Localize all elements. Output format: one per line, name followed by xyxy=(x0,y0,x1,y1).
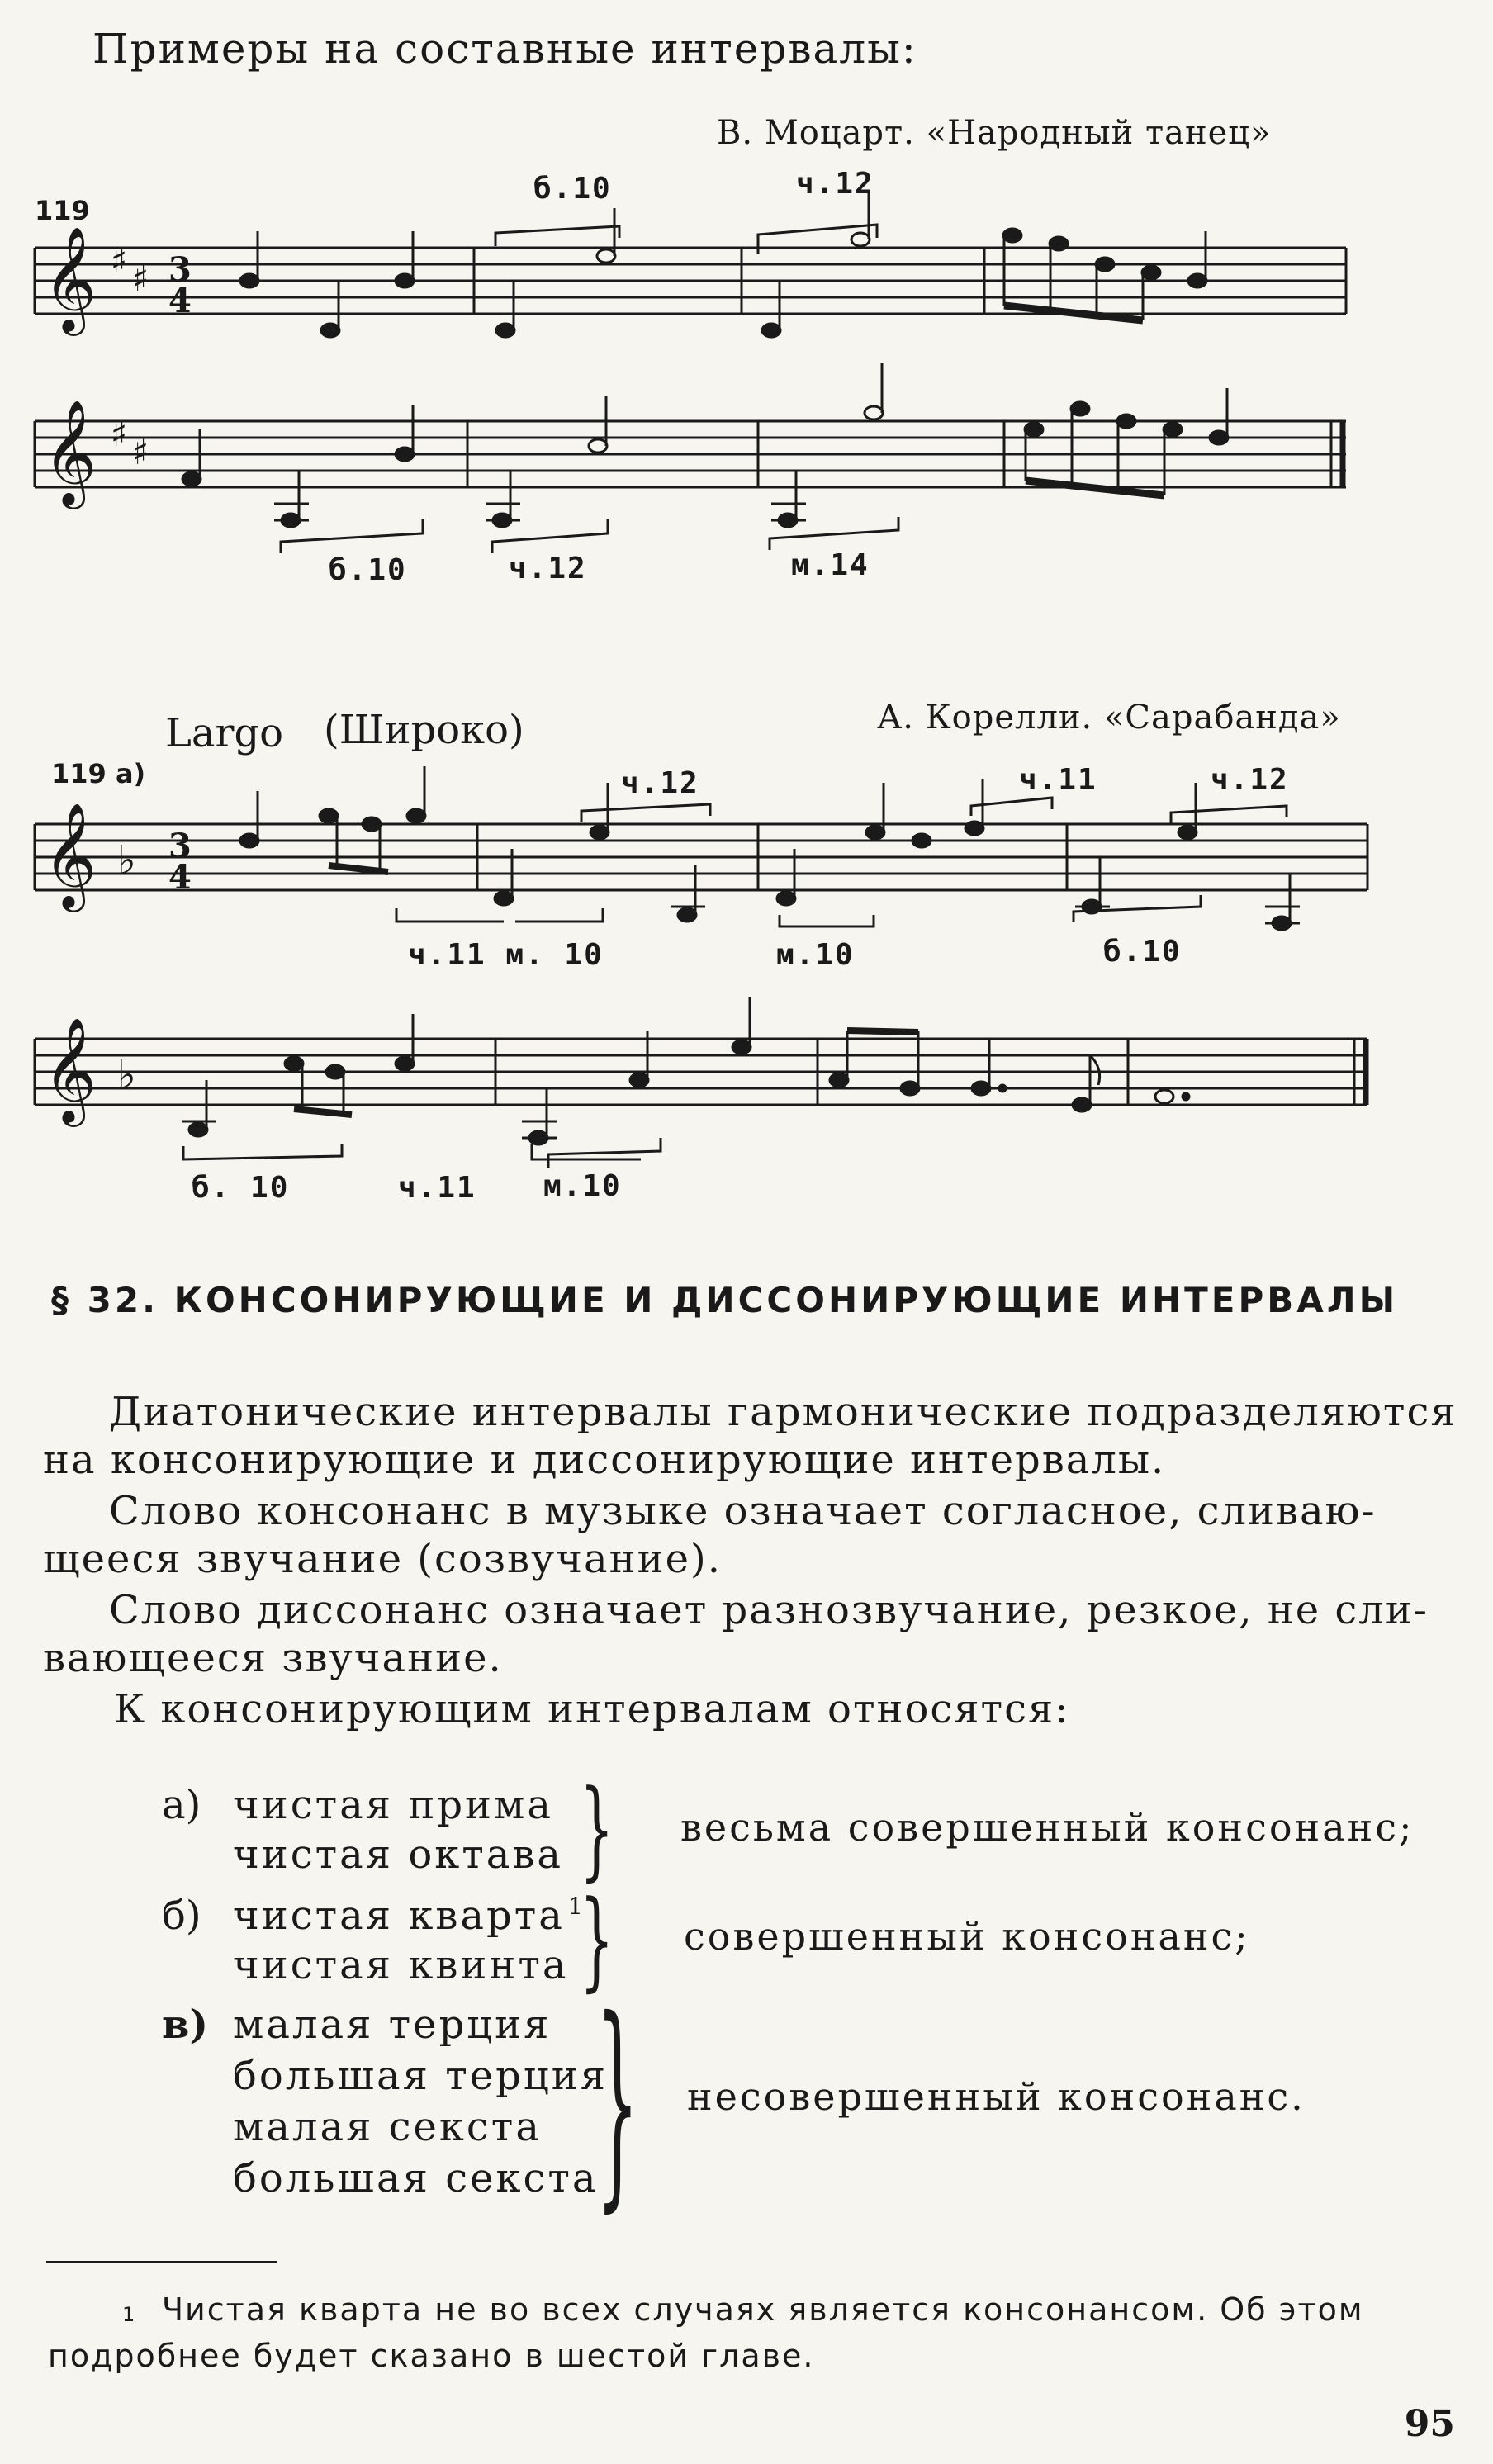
paragraph-line: щееся звучание (созвучание). xyxy=(43,1536,722,1582)
list-item: чистая кварта xyxy=(233,1893,565,1939)
brace-icon: } xyxy=(596,1971,639,2231)
group-description: несовершенный консонанс. xyxy=(687,2074,1306,2119)
paragraph-line: Диатонические интервалы гармонические подразделяются xyxy=(109,1389,1457,1435)
interval-label: ч.11 xyxy=(1019,763,1097,797)
time-signature-top: 3 xyxy=(168,250,192,289)
footnote-line: Чистая кварта не во всех случаях является консонансом. Об этом xyxy=(162,2291,1364,2328)
example2-composer: А. Корелли. «Сарабанда» xyxy=(877,699,1341,737)
list-item: малая секста xyxy=(233,2104,542,2150)
group-description: весьма совершенный консонанс; xyxy=(680,1805,1415,1850)
treble-clef-icon: 𝄞 xyxy=(43,225,97,331)
treble-clef-icon: 𝄞 xyxy=(43,399,97,505)
treble-clef-icon: 𝄞 xyxy=(43,802,97,907)
interval-label: ч.12 xyxy=(1211,763,1289,797)
sharp-icon: ♯ xyxy=(132,432,149,472)
intro-text: Примеры на составные интервалы: xyxy=(92,25,917,73)
group-description: совершенный консонанс; xyxy=(684,1914,1250,1959)
paragraph-line: вающееся звучание. xyxy=(43,1635,503,1681)
tempo-marking: Largo xyxy=(165,710,284,756)
music-staff xyxy=(0,1006,1493,1187)
section-heading: § 32. КОНСОНИРУЮЩИЕ И ДИССОНИРУЮЩИЕ ИНТЕРВАЛЫ xyxy=(51,1280,1399,1320)
list-item: большая терция xyxy=(233,2053,609,2099)
sharp-icon: ♯ xyxy=(111,414,128,454)
interval-label: ч.12 xyxy=(509,552,587,585)
list-item: чистая прима xyxy=(233,1782,553,1828)
list-letter: б) xyxy=(162,1893,201,1939)
interval-label: ч.11 м. 10 xyxy=(408,938,604,972)
interval-label: б.10 xyxy=(533,172,612,206)
interval-label: м.10 xyxy=(776,938,855,972)
interval-label: м.14 xyxy=(791,548,870,582)
interval-label: б.10 xyxy=(1103,935,1182,969)
music-staff xyxy=(0,791,1493,956)
footnote-line: подробнее будет сказано в шестой главе. xyxy=(48,2338,815,2374)
paragraph-line: на консонирующие и диссонирующие интервалы. xyxy=(43,1437,1166,1483)
example2-number: 119 а) xyxy=(51,758,146,789)
time-signature-top: 3 xyxy=(168,827,192,865)
list-item: чистая квинта xyxy=(233,1942,569,1988)
interval-label: ч.12 xyxy=(796,167,874,201)
interval-label: ч.12 xyxy=(621,766,699,800)
interval-label: ч.11 xyxy=(398,1171,476,1205)
paragraph-line: Слово диссонанс означает разнозвучание, резкое, не сли- xyxy=(109,1587,1429,1633)
example1-composer: В. Моцарт. «Народный танец» xyxy=(717,114,1272,152)
example1-number: 119 xyxy=(35,195,90,226)
treble-clef-icon: 𝄞 xyxy=(43,1016,97,1122)
interval-label: м.10 xyxy=(543,1169,622,1203)
page-number: 95 xyxy=(1404,2403,1455,2445)
list-letter: в) xyxy=(162,2002,209,2048)
list-letter: а) xyxy=(162,1782,201,1828)
flat-icon: ♭ xyxy=(117,1052,136,1098)
tempo-translation: (Широко) xyxy=(324,707,524,753)
time-signature-bottom: 4 xyxy=(168,858,192,897)
footnote-marker: 1 xyxy=(568,1893,583,1920)
interval-label: б. 10 xyxy=(192,1171,290,1205)
time-signature-bottom: 4 xyxy=(168,282,192,320)
interval-label: б.10 xyxy=(329,553,407,587)
paragraph-line: Слово консонанс в музыке означает согласное, сливаю- xyxy=(109,1488,1377,1534)
list-item: малая терция xyxy=(233,2002,552,2048)
brace-icon: } xyxy=(580,1877,614,2002)
sharp-icon: ♯ xyxy=(111,240,128,281)
footnote-mark: 1 xyxy=(122,2303,137,2326)
music-staff xyxy=(0,388,1493,570)
music-staff xyxy=(0,215,1493,380)
flat-icon: ♭ xyxy=(117,837,136,884)
list-item: чистая октава xyxy=(233,1831,564,1878)
sharp-icon: ♯ xyxy=(132,258,149,299)
footnote-rule xyxy=(46,2261,277,2263)
paragraph-line: К консонирующим интервалам относятся: xyxy=(114,1686,1070,1732)
list-item: большая секста xyxy=(233,2155,599,2201)
brace-icon: } xyxy=(580,1766,614,1892)
